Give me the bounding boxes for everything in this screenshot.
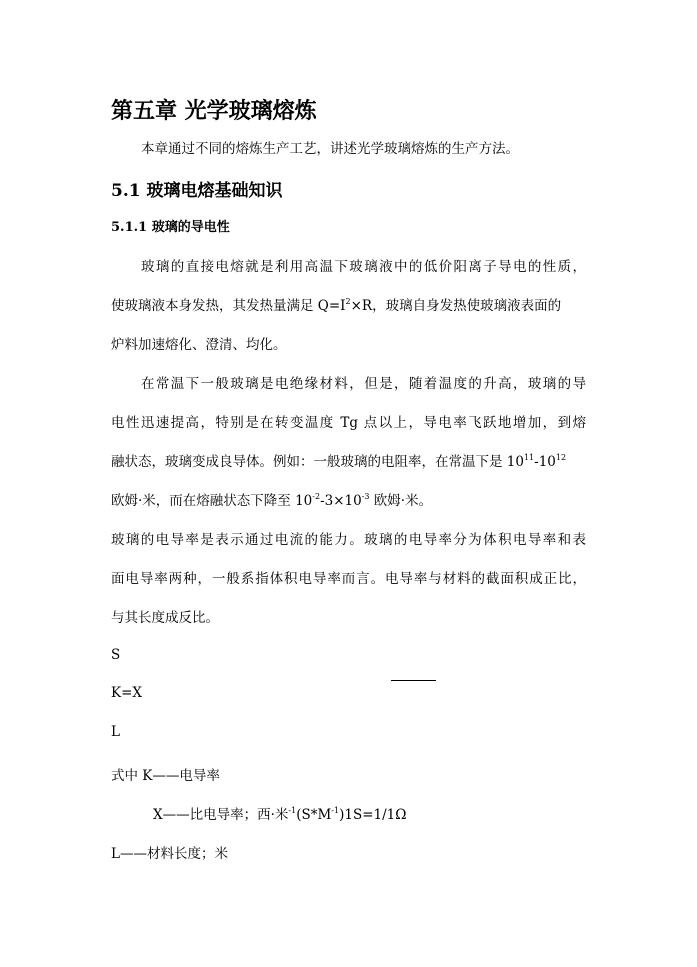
formula-numerator: S: [111, 647, 121, 663]
p2-line-1: 在常温下一般玻璃是电绝缘材料，但是，随着温度的升高，玻璃的导: [141, 376, 586, 392]
p2-line-4: 欧姆·米，而在熔融状态下降至 $10^{-2}-3\times 10^{-3}$ 欧姆·米。: [111, 491, 433, 509]
p3-line-1: 玻璃的电导率是表示通过电流的能力。玻璃的电导率分为体积电导率和表: [111, 532, 586, 548]
formula-main: K=X: [111, 685, 143, 701]
p3-line-2: 面电导率两种，一般系指体积电导率而言。电导率与材料的截面积成正比，: [111, 571, 586, 587]
chapter-title: 第五章 光学玻璃熔炼: [111, 98, 317, 124]
subsection-title: 5.1.1 玻璃的导电性: [111, 220, 230, 235]
p1-line-1: 玻璃的直接电熔就是利用高温下玻璃液中的低价阳离子导电的性质，: [141, 259, 586, 275]
p1-line-3: 炉料加速熔化、澄清、均化。: [111, 337, 287, 353]
section-title: 5.1 玻璃电熔基础知识: [111, 181, 283, 201]
p3-line-3: 与其长度成反比。: [111, 610, 219, 626]
p2-line-3: 融状态，玻璃变成良导体。例如：一般玻璃的电阻率，在常温下是 $10^{11}-10^{12}$: [111, 452, 567, 470]
legend-k: 式中 K——电导率: [111, 768, 220, 784]
formula-denominator: L: [111, 724, 120, 740]
chapter-intro: 本章通过不同的熔炼生产工艺，讲述光学玻璃熔炼的生产方法。: [141, 141, 519, 157]
legend-x: X——比电导率；西·米$^{-1}(S*M^{-1})1S=1/1\Omega$: [153, 805, 407, 823]
p2-line-2: 电性迅速提高，特别是在转变温度 Tg 点以上，导电率飞跃地增加，到熔: [111, 415, 586, 431]
p1-line-2: 使玻璃液本身发热，其发热量满足 $Q=I^2\times R$，玻璃自身发热使玻璃液表面的: [111, 296, 562, 314]
legend-l: L——材料长度；米: [111, 846, 228, 862]
fraction-bar: [391, 680, 436, 681]
